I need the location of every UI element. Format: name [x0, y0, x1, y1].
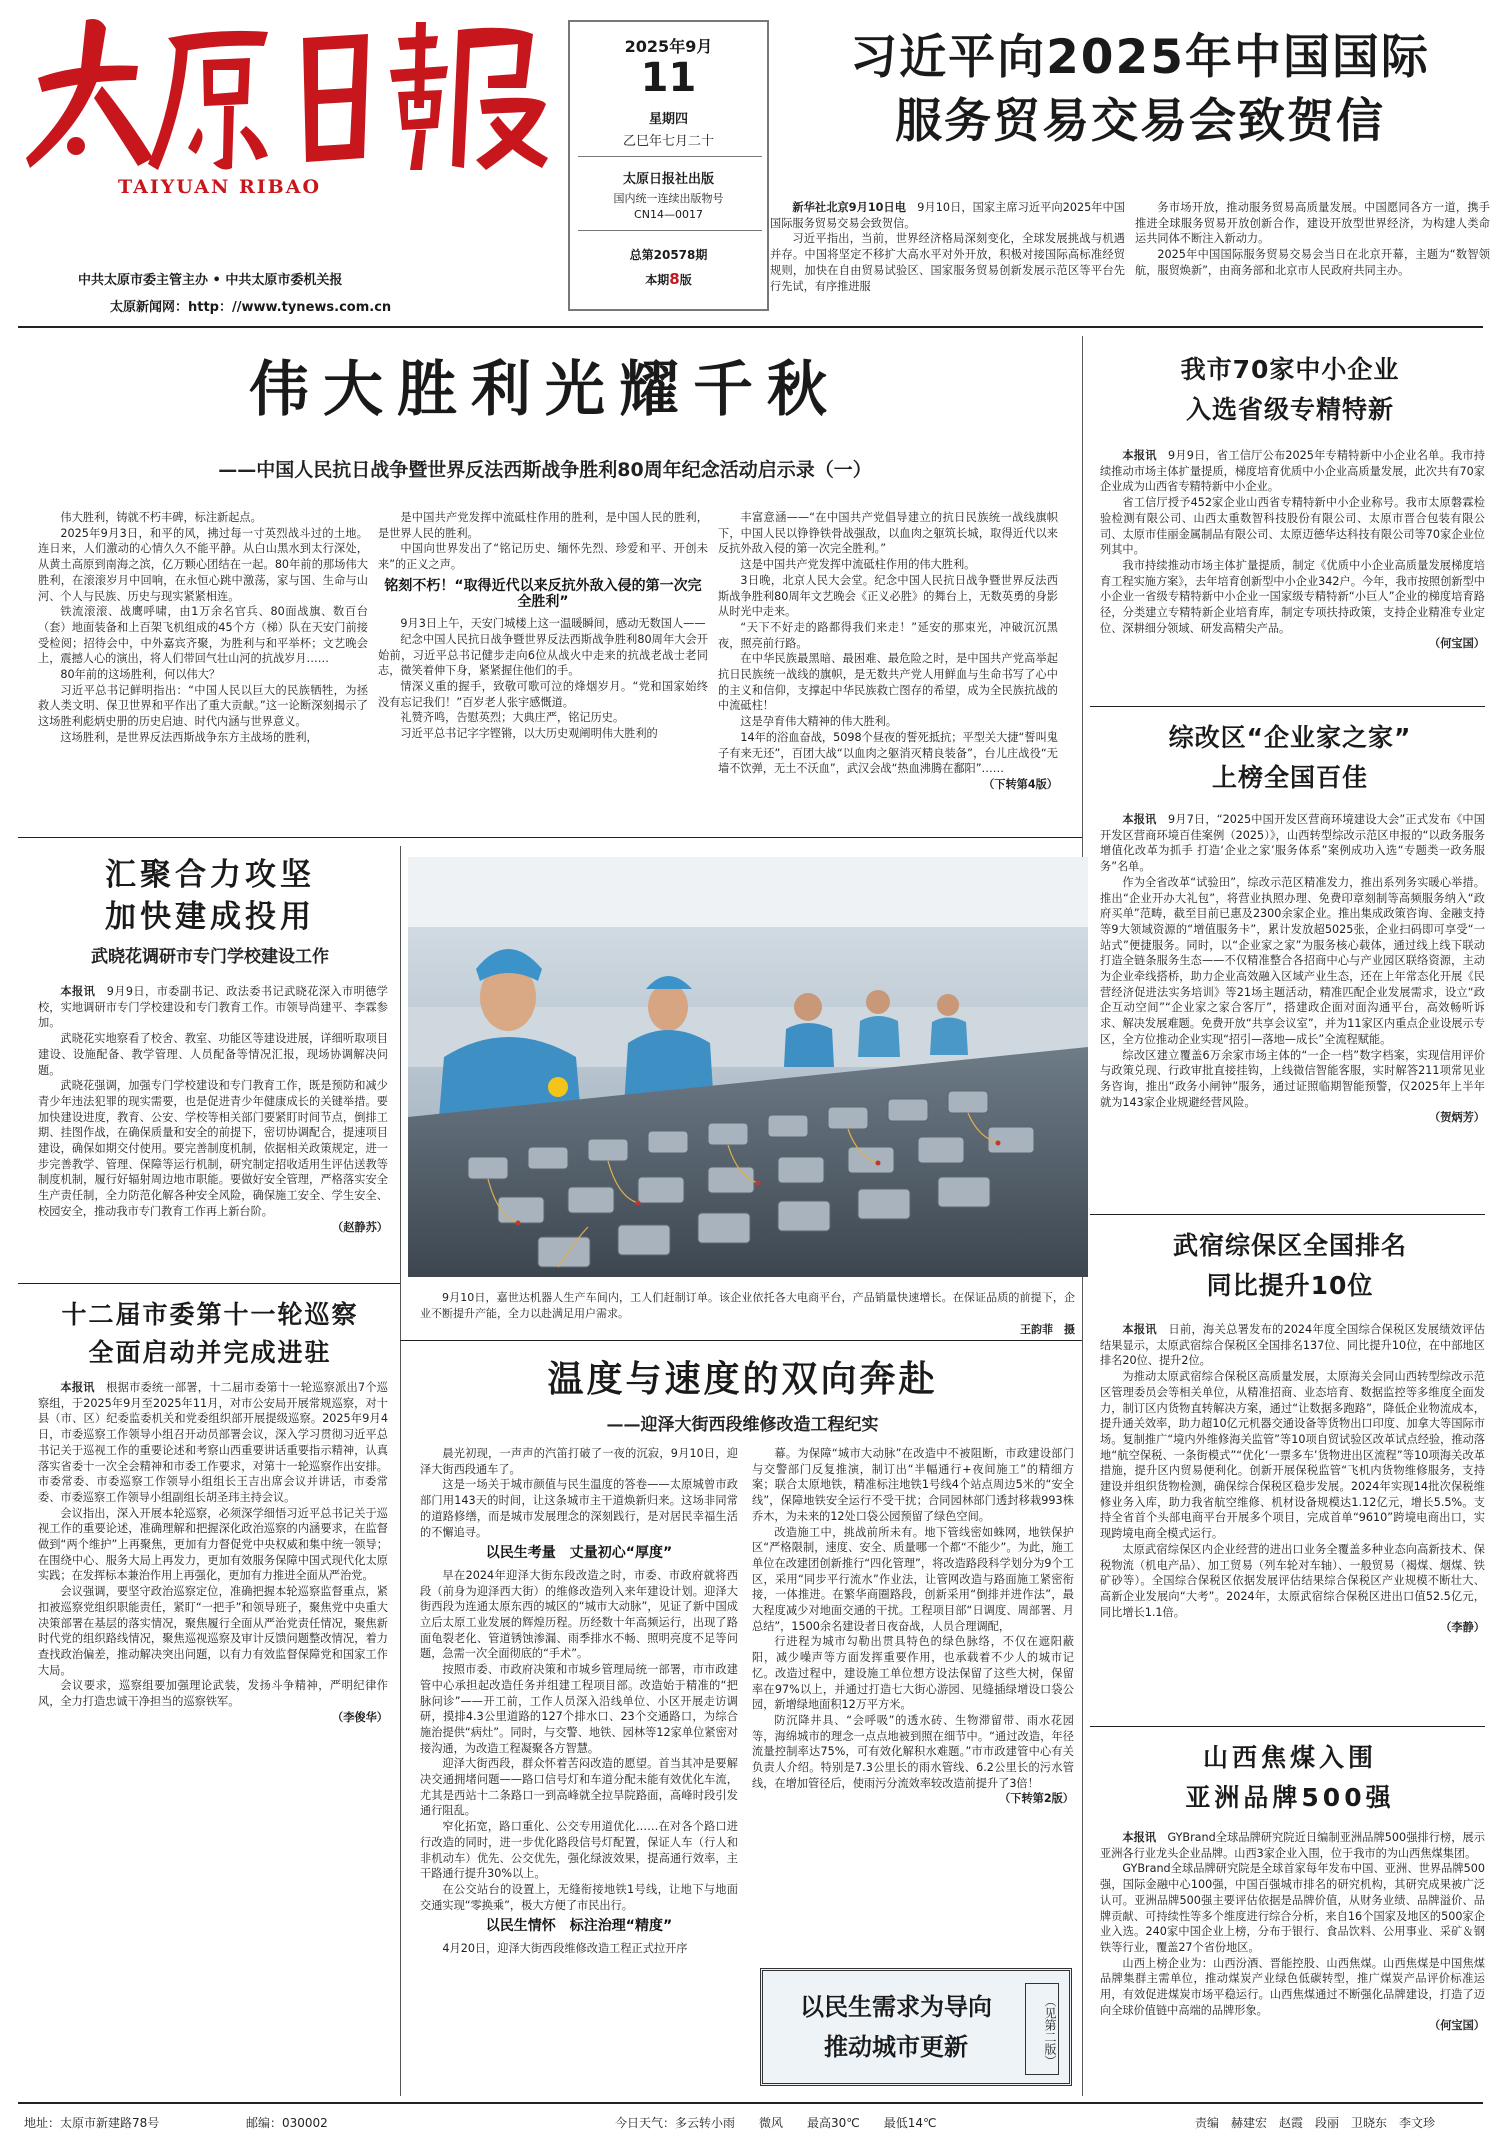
paragraph: 本报讯 9月9日，省工信厅公布2025年专精特新中小企业名单。我市持续推动市场主体扩量提质，梯度培育优质中小企业高质量发展，此次共有70家企业成为山西省专精特新中小企业。: [1100, 449, 1485, 494]
publisher: 太原日报社出版: [622, 172, 714, 187]
lead-column-1: [770, 200, 1125, 316]
paragraph: 在公交站台的设置上，无缝衔接地铁1号线，让地下与地面交通实现“零换乘”，极大方便了市民出行。: [420, 1882, 738, 1912]
promo-page-ref: （见第二版）: [1025, 1983, 1059, 2075]
date-day: 11: [640, 55, 697, 101]
paragraph: 这是一场关于城市颜值与民生温度的答卷——太原城曾市政部门用143天的时间，让这条城市主干道焕新归来。这场非同常的道路修缮，而是城市发展理念的深刻践行，是对居民幸福生活的不懈追寻。: [420, 1478, 738, 1539]
paragraph: 省工信厅授予452家企业山西省专精特新中小企业称号。我市太原磐霖检验检测有限公司、山西太重数智科技股份有限公司、太原市晋合包装有限公司、太原市佳丽金属制品有限公司、太原迈德华达科技有限公司等70家企业位列其中。: [1100, 496, 1485, 557]
story2-signature: （赵静苏）: [332, 1220, 388, 1234]
footer-editors: 责编 赫建宏 赵霞 段丽 卫晓东 李文珍: [1195, 2116, 1436, 2130]
r4-headline: 山西焦煤入围 亚洲品牌500强: [1185, 1743, 1395, 1812]
paragraph: 2025年中国国际服务贸易交易会当日在北京开幕，主题为“数智领航，服贸焕新”，由商务部和北京市人民政府共同主办。: [1135, 248, 1490, 277]
story4-subheading-2: 以民生情怀 标注治理“精度”: [485, 1918, 673, 1935]
paragraph: 山西上榜企业为：山西汾酒、晋能控股、山西焦煤。山西焦煤是中国焦煤品牌集群主需单位，推动煤炭产业绿色低碳转型，推广煤炭产品评价标准运用，有效促进煤炭市场平稳运行。山西焦煤通过不断强化品牌建设，打造了迈向全球价值链中高端的品牌形象。: [1100, 1956, 1485, 2017]
date-year-month: 2025年9月: [624, 37, 713, 56]
cn-number: CN14—0017: [634, 208, 703, 221]
date-box: [568, 20, 769, 311]
paragraph: 为推动太原武宿综合保税区高质量发展，太原海关会同山西转型综改示范区管理委员会等相关单位，从精准招商、业态培育、数据监控等多维度全面发力，制订区内货物直转解决方案，通过“让数据多跑路”，降低企业物流成本，提升通关效率，助力超10亿元机器交通设备等货物出口印度、加拿大等国际市场。复制推广“境内外维修海关监管”等10项自贸试验区改革试点经验，推动落地“航空保税、一条街模式”“优化‘一票多车’货物进出区流程”等10项海关改革措施，提升区内贸易便利化。创新开展保税监管“飞机内货物维修服务，支持建设并组织货物检测，确保综合保税区稳步发展。2024年实现14批次保税维修业务入库，助力我省航空维修、机材设备规模达1.12亿元，增长5.5%。支持全省首个头部电商平台开展多个项目，完成首单“9610”跨境电商出口，实现跨境电商全模式运行。: [1100, 1370, 1485, 1541]
story1-column-1: [38, 510, 368, 830]
issue-total: 总第20578期: [629, 248, 708, 262]
paragraph: 会议指出，深入开展本轮巡察，必须深学细悟习近平总书记关于巡视工作的重要论述，准确理解和把握深化政治巡察的内涵要求，在监督做到“两个维护”上再聚焦，更加有力督促党中央权威和集中统一领导；在围绕中心、服务大局上再发力，更加有效服务保障中国式现代化太原实践；在发挥标本兼治作用上再强化，更加有力推进全面从严治党。: [38, 1506, 388, 1583]
masthead-sponsor: 中共太原市委主管主办 • 中共太原市委机关报: [78, 273, 343, 288]
date-lunar: 乙巳年七月二十: [622, 134, 714, 149]
photo-credit: 王韵菲 摄: [1020, 1323, 1075, 1336]
paragraph: 幕。为保障“城市大动脉”在改造中不被阻断，市政建设部门与交警部门反复推演，制订出“半幅通行+夜间施工”的精细方案；联合太原地铁，精准标注地铁1号线4个站点周边5米的“安全线”，保障地铁安全运行不受干扰；合同园林部门透封移栽993株乔木，为未来的12处口袋公园预留了绿色空间。: [752, 1447, 1074, 1523]
paragraph: 我市持续推动市场主体扩量提质，制定《优质中小企业高质量发展梯度培育工程实施方案》，去年培育创新型中小企业342户。今年，我市按照创新型中小企业一省级专精特新中小企业一国家级专精特新“小巨人”企业的梯度培育路径，分类建立专精特新企业培育库，制定专项扶持政策，支持企业精准专业定位、深耕细分领域、研发高精尖产品。: [1100, 558, 1485, 635]
paragraph: 习近平指出，当前，世界经济格局深刻变化，全球发展挑战与机遇并存。中国将坚定不移扩大高水平对外开放，积极对接国际高标准经贸规则，加快在自由贸易试验区、国家服务贸易创新发展示范区等平台先行先试，有序推进服: [770, 232, 1125, 293]
paragraph: 这场胜利，是世界反法西斯战争东方主战场的胜利，: [60, 730, 318, 744]
story1-subheading: 铭刻不朽！“取得近代以来反抗外敌入侵的第一次完全胜利”: [384, 577, 702, 610]
paragraph: 3日晚，北京人民大会堂。纪念中国人民抗日战争暨世界反法西斯战争胜利80周年文艺晚会《正义必胜》的舞台上，无数英勇的身影从时光中走来。: [718, 573, 1058, 619]
paragraph: 2025年9月3日，和平的风，拂过每一寸英烈战斗过的土地。连日来，人们激动的心情久久不能平静。从白山黑水到太行深处，从黄土高原到南海之滨，亿万颗心团结在一起。80年前的那场伟大胜利，在滚滚岁月中回响，在永恒心跳中激荡，家与国、生命与山河、个人与民族、历史与现实紧紧相连。: [38, 526, 368, 603]
r4-signature: （何宝国）: [1429, 2019, 1485, 2033]
paragraph: GYBrand全球品牌研究院是全球首家每年发布中国、亚洲、世界品牌500强，国际金融中心100强，中国百强城市排名的研究机构，其研究成果被广泛认可。亚洲品牌500强主要评估依据是品牌价值，从财务业绩、品牌溢价、品牌贡献、可持续性等多个维度进行综合分析，来自16个国家及地区的500家企业入选。240家中国企业上榜，分布于银行、食品饮料、公用事业、采矿＆钢铁等行业，覆盖27个省份地区。: [1100, 1862, 1485, 1954]
story4-headline: 温度与速度的双向奔赴: [547, 1359, 938, 1400]
paragraph: 是中国共产党发挥中流砥柱作用的胜利，是中国人民的胜利，是世界人民的胜利。: [378, 511, 708, 540]
paragraph: 80年前的这场胜利，何以伟大？: [60, 668, 221, 682]
paragraph: 礼赞齐鸣，告慰英烈；大典庄严，铭记历史。: [400, 711, 625, 725]
paragraph: 防沉降井具、“会呼吸”的透水砖、生物滞留带、雨水花园等，海绵城市的理念一点点地被到照在细节中。“通过改造，年径流量控制率达75%，可有效化解积水难题。”市市政建管中心有关负责人介绍。特别是7.3公里长的雨水管线、6.2公里长的污水管线，在增加管径后，使雨污分流效率较改造前提升了3倍！: [752, 1713, 1074, 1790]
lead-column-2: [1135, 200, 1490, 316]
story1-column-2: [378, 510, 708, 830]
paragraph: 铁流滚滚、战鹰呼啸，由1万余名官兵、80面战旗、数百台（套）地面装备和上百架飞机组成的45个方（梯）队在天安门前接受检阅；招待会中，中外嘉宾齐聚，为胜利与和平举杯；文艺晚会上，震撼人心的演出，将人们带回气壮山河的抗战岁月……: [38, 605, 368, 666]
story4-subtitle: ——迎泽大街西段维修改造工程纪实: [606, 1415, 879, 1435]
paragraph: 迎泽大街西段，群众怀着苦闷改造的愿望。首当其冲是要解决交通拥堵问题——路口信号灯和车道分配未能有效优化车流，尤其是西站十二条路口一到高峰就全拉旱院路面，高峰时段引发通行阻乱。: [420, 1757, 738, 1818]
r2-signature: （贺炳芳）: [1429, 1111, 1485, 1125]
r3-signature: （李静）: [1440, 1621, 1485, 1635]
footer-address: 地址：太原市新建路78号: [24, 2116, 160, 2130]
paragraph: 这是中国共产党发挥中流砥柱作用的伟大胜利。: [740, 558, 976, 572]
paragraph: 改造施工中，挑战前所未有。地下管线密如蛛网，地铁保护区“严格限制，速度、安全、质量哪一个都“不能少”。为此，施工单位在改建团创新推行“四化管理”，将改造路段科学划分为9个工区，采用“同步平行流水”作业法，让管网改造与路面施工紧密衔接，一体推进。在繁华商圈路段，创新采用“倒排并进作法”，最大程度减少对地面交通的干扰。工程项目部“日调度、周部署、月总结”，1500余名建设者日夜奋战，人员合理调配，: [752, 1525, 1074, 1633]
story3-body: [38, 1380, 388, 2095]
paragraph: 丰富意涵——“在中国共产党倡导建立的抗日民族统一战线旗帜下，中国人民以铮铮铁骨战强敌，以血肉之躯筑长城，取得近代以来反抗外敌入侵的第一次完全胜利。”: [718, 511, 1058, 556]
paragraph: 本报讯 日前，海关总署发布的2024年度全国综合保税区发展绩效评估结果显示，太原武宿综合保税区全国排名137位、同比提升10位，在中部地区排名20位、提升2位。: [1100, 1323, 1485, 1368]
factory-workers-photo: [408, 857, 1088, 1277]
paragraph: 习近平总书记字字铿锵，以大历史观阐明伟大胜利的: [400, 727, 658, 741]
footer: [0, 2108, 1500, 2138]
photo-caption: 9月10日，嘉世达机器人生产车间内，工人们赶制订单。该企业依托各大电商平台，产品销量快速增长。在保证品质的前提下，企业不断提升产能，全力以赴满足用户需求。 王韵菲 摄: [420, 1291, 1075, 1336]
paragraph: 伟大胜利，铸就不朽丰碑，标注新起点。: [60, 511, 262, 524]
r3-body: [1100, 1322, 1485, 1720]
story1-jump[interactable]: （下转第4版）: [983, 777, 1058, 791]
paragraph: 9月3日上午，天安门城楼上这一温暖瞬间，感动无数国人——: [400, 617, 706, 631]
paragraph: 在中华民族最黑暗、最困难、最危险之时，是中国共产党高举起抗日民族统一战线的旗帜，是无数共产党人用鲜血与生命书写了心中的主义和信仰，支撑起中华民族救亡图存的希望，成为全民族抗战的中流砥柱！: [718, 652, 1058, 713]
story4-column-2: [752, 1446, 1074, 1961]
masthead-english-title: TAIYUAN RIBAO: [118, 176, 322, 198]
r2-headline: 综改区“企业家之家” 上榜全国百佳: [1168, 723, 1412, 792]
story1-subtitle: ——中国人民抗日战争暨世界反法西斯战争胜利80周年纪念活动启示录（一）: [218, 459, 872, 481]
paragraph: 武晓花实地察看了校舍、教室、功能区等建设进展，详细听取项目建设、设施配备、教学管理、人员配备等情况汇报，现场协调解决问题。: [38, 1032, 388, 1077]
paragraph: 14年的浴血奋战，5098个昼夜的誓死抵抗；平型关大捷“誓叫鬼子有来无还”，百团大战“以血肉之躯消灭精良装备”，台儿庄战役“无墙不饮弹，无土不沃血”，武汉会战“热血沸腾在鄱阳”……: [718, 730, 1058, 776]
paragraph: 会议要求，巡察组要加强理论武装，发扬斗争精神，严明纪律作风，全力打造忠诚干净担当的巡察铁军。: [38, 1679, 388, 1709]
story4-jump[interactable]: （下转第2版）: [999, 1792, 1074, 1806]
paragraph: 情深义重的握手，致敬可歌可泣的烽烟岁月。“党和国家始终没有忘记我们！”百岁老人张宇感慨道。: [378, 680, 708, 709]
lead-headline: 习近平向2025年中国国际 服务贸易交易会致贺信: [850, 30, 1430, 149]
paragraph: 会议强调，要坚守政治巡察定位，准确把握本轮巡察监督重点，紧扣被巡察党组织职能责任，紧盯“一把手”和领导班子，聚焦党中央重大决策部署在基层的落实情况，聚焦履行全面从严治党责任情况，聚焦新时代党的组织路线情况，聚焦巡视巡察及审计反馈问题整改情况，着力查找政治偏差，推动解决突出问题，以有力有效监督保障党和国家工作大局。: [38, 1585, 388, 1677]
paragraph: 4月20日，迎泽大街西段维修改造工程正式拉开序: [442, 1942, 688, 1956]
story2-subtitle: 武晓花调研市专门学校建设工作: [91, 947, 329, 967]
paragraph: 本报讯 9月7日，“2025中国开发区营商环境建设大会”正式发布《中国开发区营商环境百佳案例（2025）》，山西转型综改示范区申报的“以政务服务增值化改革为抓手 打造‘企业之家’服务体系”案例成功入选“专题类一政务服务”名单。: [1100, 813, 1485, 874]
paragraph: 习近平总书记鲜明指出：“中国人民以巨大的民族牺牲，为拯救人类文明、保卫世界和平作出了重大贡献。”这一论断深刻揭示了这场胜利彪炳史册的历史启迪、时代内涵与世界意义。: [38, 683, 368, 729]
r1-headline: 我市70家中小企业 入选省级专精特新: [1180, 355, 1400, 424]
footer-weather: 今日天气：多云转小雨 微风 最高30℃ 最低14℃: [615, 2116, 937, 2130]
masthead-logo-calligraphy: [18, 8, 558, 178]
paragraph: 本报讯 根据市委统一部署，十二届市委第十一轮巡察派出7个巡察组，于2025年9月至2025年11月，对市公安局开展常规巡察，对十县（市、区）纪委监委机关和党委组织部开展提级巡察。2025年9月4日，市委巡察工作领导小组召开动员部署会议，深入学习贯彻习近平总书记关于巡视工作的重要论述和考察山西重要讲话重要指示精神，认真落实省委十一次全会精神和市委工作要求，对第十一轮巡察作出安排。市委常委、市委巡察工作领导小组组长王吉出席会议并讲话，市委常委、市委巡察工作领导小组副组长胡圣玮主持会议。: [38, 1381, 388, 1504]
r3-headline: 武宿综保区全国排名 同比提升10位: [1172, 1231, 1407, 1300]
paragraph: 窄化拓宽，路口重化、公交专用道优化……在对各个路口进行改造的同时，进一步优化路段信号灯配置，保证人车（行人和非机动车）优先、公交优先，强化绿波效果，提高通行效率，主干路通行提升30%以上。: [420, 1820, 738, 1881]
story4-column-1: [420, 1446, 738, 2096]
story4-subheading-1: 以民生考量 丈量初心“厚度”: [485, 1545, 673, 1562]
date-weekday: 星期四: [648, 112, 688, 127]
r1-signature: （何宝国）: [1429, 637, 1485, 651]
masthead-website[interactable]: 太原新闻网：http：//www.tynews.com.cn: [110, 300, 392, 315]
story3-headline: 十二届市委第十一轮巡察 全面启动并完成进驻: [61, 1300, 359, 1367]
paragraph: 作为全省改革“试验田”，综改示范区精准发力，推出系列务实暖心举措。推出“企业开办大礼包”，将营业执照办理、免费印章刻制等高频服务纳入“政府买单”范畴，截至目前已惠及2300余家企业。推出集成政策咨询、金融支持等9大领域资源的“增值服务卡”，累计发放超5025张，企业扫码即可享受“一站式”便捷服务。同时，以“企业家之家”为服务核心载体，通过线上线下联动打造全链条服务生态——不仅精准整合各招商中心与产业园区联络资源，主动为企业牵线搭桥，助力企业高效融入区域产业生态，还在上年常态化开展《民营经济促进法实务培训》等21场主题活动，精准匹配企业发展需求，设立“政企互动空间”“企业家之家合客厅”，搭建政企面对面沟通平台，高效畅听诉求、解决发展难题。免费开放“共享会议室”，并为11家区内重点企业设展示专区，全方位推动企业实现“招引—落地—成长”全流程赋能。: [1100, 875, 1485, 1046]
paragraph: 新华社北京9月10日电 9月10日，国家主席习近平向2025年中国国际服务贸易交易会致贺信。: [770, 201, 1125, 230]
paragraph: 行进程为城市勾勒出贯具特色的绿色脉络，不仅在遮阳蔽阳，减少噪声等方面发挥重要作用，也承载着不少人的城市记忆。改造过程中，建设施工单位想方设法保留了这些大树，保留率在97%以上，并通过打造七大街心游园、见缝插绿增设口袋公园，新增绿地面积12万平方米。: [752, 1635, 1074, 1712]
pages-count: 本期8版: [645, 270, 692, 288]
paragraph: 纪念中国人民抗日战争暨世界反法西斯战争胜利80周年大会开始前，习近平总书记健步走向6位从战火中走来的抗战老战士老同志，微笑着伸下身，紧紧握住他们的手。: [378, 632, 708, 678]
paragraph: 这是孕育伟大精神的伟大胜利。: [740, 715, 898, 729]
paragraph: “天下不好走的路都得我们来走！”延安的那束光，冲破沉沉黑夜，照亮前行路。: [718, 620, 1058, 650]
paragraph: 太原武宿综保区内企业经营的进出口业务全覆盖多种业态向高新技术、保税物流（机电产品）、加工贸易（列车轮对车轴）、一般贸易（褐煤、烟煤、铁矿砂等）。全国综合保税区依据发展评估结果综合保税区产业规模不断壮大、高新企业发展向“大考”。2024年，太原武宿综合保税区进出口值52.5亿元，同比增长1.1倍。: [1100, 1542, 1485, 1619]
story1-column-3: [718, 510, 1058, 830]
paragraph: 中国向世界发出了“铭记历史、缅怀先烈、珍爱和平、开创未来”的正义之声。: [378, 542, 708, 572]
promo-headline: 以民生需求为导向 推动城市更新: [800, 1993, 992, 2061]
paragraph: 晨光初现，一声声的汽笛打破了一夜的沉寂，9月10日，迎泽大街西段通车了。: [420, 1447, 738, 1476]
r1-body: [1100, 448, 1485, 700]
paragraph: 早在2024年迎泽大街东段改造之时，市委、市政府就将西段（前身为迎泽西大街）的维修改造列入来年建设计划。迎泽大街西段为连通太原东西的城区的“城市大动脉”，见证了新中国成立后太原工业发展的辉煌历程。历经数十年高频运行，出现了路面龟裂老化、管道锈蚀渗漏、雨季排水不畅、照明亮度不足等问题，急需一次全面彻底的“手术”。: [420, 1568, 738, 1661]
story3-signature: （李俊华）: [332, 1710, 388, 1724]
paragraph: 本报讯 9月9日，市委副书记、政法委书记武晓花深入市明德学校，实地调研市专门学校建设和专门教育工作。市领导尚建平、李霖参加。: [38, 985, 388, 1030]
promo-box[interactable]: [760, 1968, 1072, 2086]
paragraph: 武晓花强调，加强专门学校建设和专门教育工作，既是预防和减少青少年违法犯罪的现实需要，也是促进青少年健康成长的关键举措。要加快建设进度，教育、公安、学校等相关部门要紧盯时间节点，倒排工期、挂图作战，在确保质量和安全的前提下，密切协调配合，提速项目建设，确保如期交付使用。要完善制度机制，依据相关政策规定，进一步完善教学、管理、保障等运行机制，研究制定招收适用生评估送教等制度机制，履行好辐射周边地市职能。要做好安全管理，严格落实安全生产责任制，全力防范化解各种安全风险，确保施工安全、学生安全、校园安全，推动我市专门教育工作再上新台阶。: [38, 1079, 388, 1218]
paragraph: 按照市委、市政府决策和市城乡管理局统一部署，市市政建管中心承担起改造任务并组建工程项目部。改造始于精准的“把脉问诊”——开工前，工作人员深入沿线单位、小区开展走访调研，摸排4.3公里道路的127个排水口、23个交通路口，为综合施治提供“病灶”。同时，与交警、地铁、园林等12家单位紧密对接沟通，为改造工程凝聚各方智慧。: [420, 1663, 738, 1755]
story2-body: [38, 984, 388, 1274]
paragraph: 综改区建立覆盖6万余家市场主体的“一企一档”数字档案，实现信用评价与政策兑现、行政审批直接挂钩，上线微信智能客服，实时解答211项常见业务咨询，推出“政务小闸钟”服务，通过证照临期智能预警，仅2025年上半年就为143家企业规避经营风险。: [1100, 1048, 1485, 1109]
story1-headline: 伟大胜利光耀千秋: [249, 355, 841, 425]
cn-label: 国内统一连续出版物号: [613, 192, 724, 205]
footer-postcode: 邮编：030002: [246, 2116, 328, 2130]
paragraph: 务市场开放，推动服务贸易高质量发展。中国愿同各方一道，携手推进全球服务贸易开放创新合作，建设开放型世界经济，为构建人类命运共同体不断注入新动力。: [1135, 201, 1490, 246]
r4-body: [1100, 1830, 1485, 2098]
paragraph: 本报讯 GYBrand全球品牌研究院近日编制亚洲品牌500强排行榜，展示亚洲各行业龙头企业品牌。山西3家企业入围，位于我市的为山西焦煤集团。: [1100, 1831, 1485, 1860]
r2-body: [1100, 812, 1485, 1208]
masthead: [18, 8, 558, 233]
story2-headline: 汇聚合力攻坚 加快建成投用: [105, 857, 315, 935]
